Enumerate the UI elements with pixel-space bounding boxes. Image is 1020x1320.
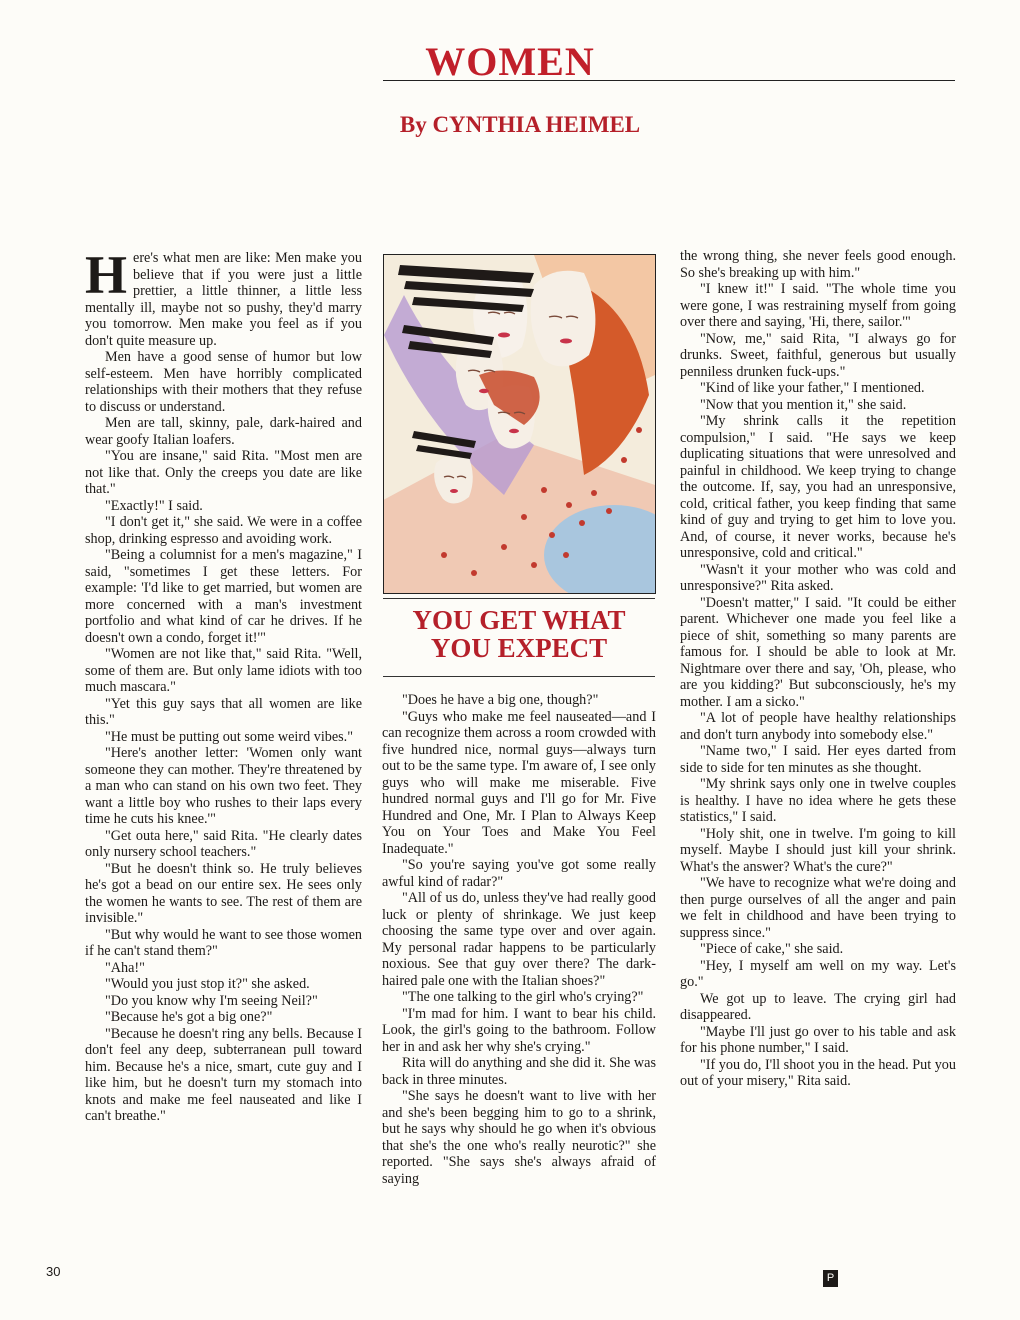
column-1: [85, 245, 362, 1125]
paragraph: "Because he doesn't ring any bells. Because I don't feel any deep, subterranean pull toward him. Because he's a nice, smart, cute guy and I like him, but he doesn't turn my stomach into knots and make me feel nauseated and like I can't breathe.": [85, 1025, 362, 1124]
paragraph: "Being a columnist for a men's magazine," I said, "sometimes I get these letters. For example: 'I'd like to get married, but women are more concerned with a man's investment portfolio and what kind of car he drives. If he doesn't own a condo, forget it!'": [85, 547, 362, 646]
paragraph: "I don't get it," she said. We were in a coffee shop, drinking espresso and avoiding work.: [85, 514, 362, 547]
top-rule: [383, 80, 955, 81]
paragraph: "But why would he want to see those women if he can't stand them?": [85, 926, 362, 959]
column-3: [680, 248, 956, 1090]
headline-line-2: YOU EXPECT: [430, 633, 608, 663]
headline-rule-bottom: [383, 676, 655, 677]
paragraph: "Do you know why I'm seeing Neil?": [105, 992, 318, 1009]
paragraph: "Guys who make me feel nauseated—and I can recognize them across a room crowded with five hundred nice, normal guys—always turn out to be the same type. I'm aware of, I see only guys who will make me miserable. Five hundred normal guys and I'll go for Mr. Five Hundred and One, Mr. I Plan to Always Keep You on Your Toes and Make You Feel Inadequate.": [382, 708, 656, 857]
paragraph: "I knew it!" I said. "The whole time you were gone, I was restraining myself from going over there and saying, 'Hi, there, sailor.'": [680, 281, 956, 330]
paragraph: "A lot of people have healthy relationships and don't turn anybody into somebody else.": [680, 710, 956, 743]
illustration-art: [384, 255, 655, 593]
paragraph: "I'm mad for him. I want to bear his child. Look, the girl's going to the bathroom. Follow her in and ask her why she's crying.": [382, 1005, 656, 1055]
paragraph: We got up to leave. The crying girl had disappeared.: [680, 990, 956, 1023]
paragraph: "Holy shit, one in twelve. I'm going to kill myself. Maybe I should just kill your shrink. What's the answer? What's the cure?": [680, 825, 956, 875]
paragraph: "We have to recognize what we're doing and then purge ourselves of all the anger and pain we felt in childhood and have been trying to suppress since.": [680, 875, 956, 941]
paragraph: "Piece of cake," she said.: [700, 941, 844, 957]
page-number: 30: [46, 1264, 61, 1279]
section-title: WOMEN: [425, 39, 595, 84]
headline: [383, 606, 655, 662]
paragraph: "Kind of like your father," I mentioned.: [700, 380, 925, 396]
paragraph-text: ere's what men are like: Men make you believe that if you were just a little prettier, a little thinner, a little less mentally ill, maybe not so pushy, they'd marry you tomorrow. Men make you feel as if you don't quite measure up.: [85, 250, 362, 349]
paragraph: "My shrink calls it the repetition compulsion," I said. "He says we keep duplicating situations that were unresolved and painful in childhood. We keep trying to change the outcome. If, say, you had an unresponsive, cold, critical father, you keep finding that same kind of guy and trying to get him to love you. And, of course, it never works, because he's unresponsive, cold and critical.": [680, 413, 956, 561]
paragraph: the wrong thing, she never feels good enough. So she's breaking up with him.": [680, 248, 956, 281]
paragraph: "Here's another letter: 'Women only want someone they can mother. They're threatened by a man who can stand on his own two feet. They want a little boy who rushes to their laps every time he cuts his knee.'": [85, 745, 362, 827]
paragraph: "The one talking to the girl who's crying?": [402, 989, 644, 1005]
paragraph: "All of us do, unless they've had really good luck or plenty of shrinkage. We just keep choosing the same type over and over again. My personal radar happens to be particularly noxious. See that guy over there? The dark-haired pale one with the Italian shoes?": [382, 890, 656, 989]
paragraph: "Doesn't matter," I said. "It could be either parent. Whichever one made you feel like a piece of shit, something so many parents are famous for. I should be able to look at Mr. Nightmare over there and say, 'Oh, please, who are you kidding?' But subconsciously, he's my mother. I am a sicko.": [680, 594, 956, 710]
paragraph: "Yet this guy says that all women are like this.": [85, 695, 362, 728]
paragraph: "Does he have a big one, though?": [402, 692, 599, 708]
paragraph: "Wasn't it your mother who was cold and unresponsive?" Rita asked.: [680, 561, 956, 594]
paragraph: [85, 245, 362, 349]
paragraph: Rita will do anything and she did it. She was back in three minutes.: [382, 1055, 656, 1088]
paragraph: "Get outa here," said Rita. "He clearly dates only nursery school teachers.": [85, 827, 362, 860]
paragraph: "Exactly!" I said.: [105, 497, 203, 514]
paragraph: "Now that you mention it," she said.: [700, 396, 907, 413]
paragraph: "She says he doesn't want to live with her and she's been begging him to go to a shrink, but he says why should he go when it's obvious that she's the one who's really neurotic?" she reported. "She says she's always afraid of saying: [382, 1088, 656, 1187]
illustration-women-faces: [383, 254, 656, 594]
paragraph: "But he doesn't think so. He truly believes he's got a bead on our entire sex. He sees only the women he wants to see. The rest of them are invisible.": [85, 860, 362, 926]
paragraph: Men have a good sense of humor but low self-esteem. Men have horribly complicated relationships with their mothers that they refuse to discuss or understand.: [85, 349, 362, 415]
paragraph: "He must be putting out some weird vibes.": [105, 728, 354, 745]
paragraph: Men are tall, skinny, pale, dark-haired and wear goofy Italian loafers.: [85, 415, 362, 448]
paragraph: "Would you just stop it?" she asked.: [105, 976, 310, 992]
paragraph: "Name two," I said. Her eyes darted from side to side for ten minutes as she thought.: [680, 743, 956, 776]
paragraph: "My shrink says only one in twelve couples is healthy. I have no idea where he gets these statistics," I said.: [680, 776, 956, 825]
headline-rule-top: [383, 598, 655, 599]
paragraph: "Hey, I myself am well on my way. Let's go.": [680, 957, 956, 990]
paragraph: "Now, me," said Rita, "I always go for drunks. Sweet, faithful, generous but usually penniless drunken fuck-ups.": [680, 330, 956, 380]
paragraph: "Aha!": [105, 959, 145, 976]
byline: By CYNTHIA HEIMEL: [399, 112, 641, 137]
paragraph: "You are insane," said Rita. "Most men are not like that. Only the creeps you date are like that.": [85, 448, 362, 497]
column-2: [382, 692, 656, 1187]
end-mark-icon: P: [823, 1270, 838, 1287]
headline-line-1: YOU GET WHAT: [412, 605, 626, 635]
paragraph: "So you're saying you've got some really awful kind of radar?": [382, 857, 656, 890]
paragraph: "Maybe I'll just go over to his table and ask for his phone number," I said.: [680, 1023, 956, 1056]
paragraph: "Women are not like that," said Rita. "Well, some of them are. But only lame idiots with too much mascara.": [85, 646, 362, 695]
paragraph: "Because he's got a big one?": [105, 1009, 273, 1025]
paragraph: "If you do, I'll shoot you in the head. Put you out of your misery," Rita said.: [680, 1056, 956, 1089]
drop-cap: H: [85, 245, 128, 305]
